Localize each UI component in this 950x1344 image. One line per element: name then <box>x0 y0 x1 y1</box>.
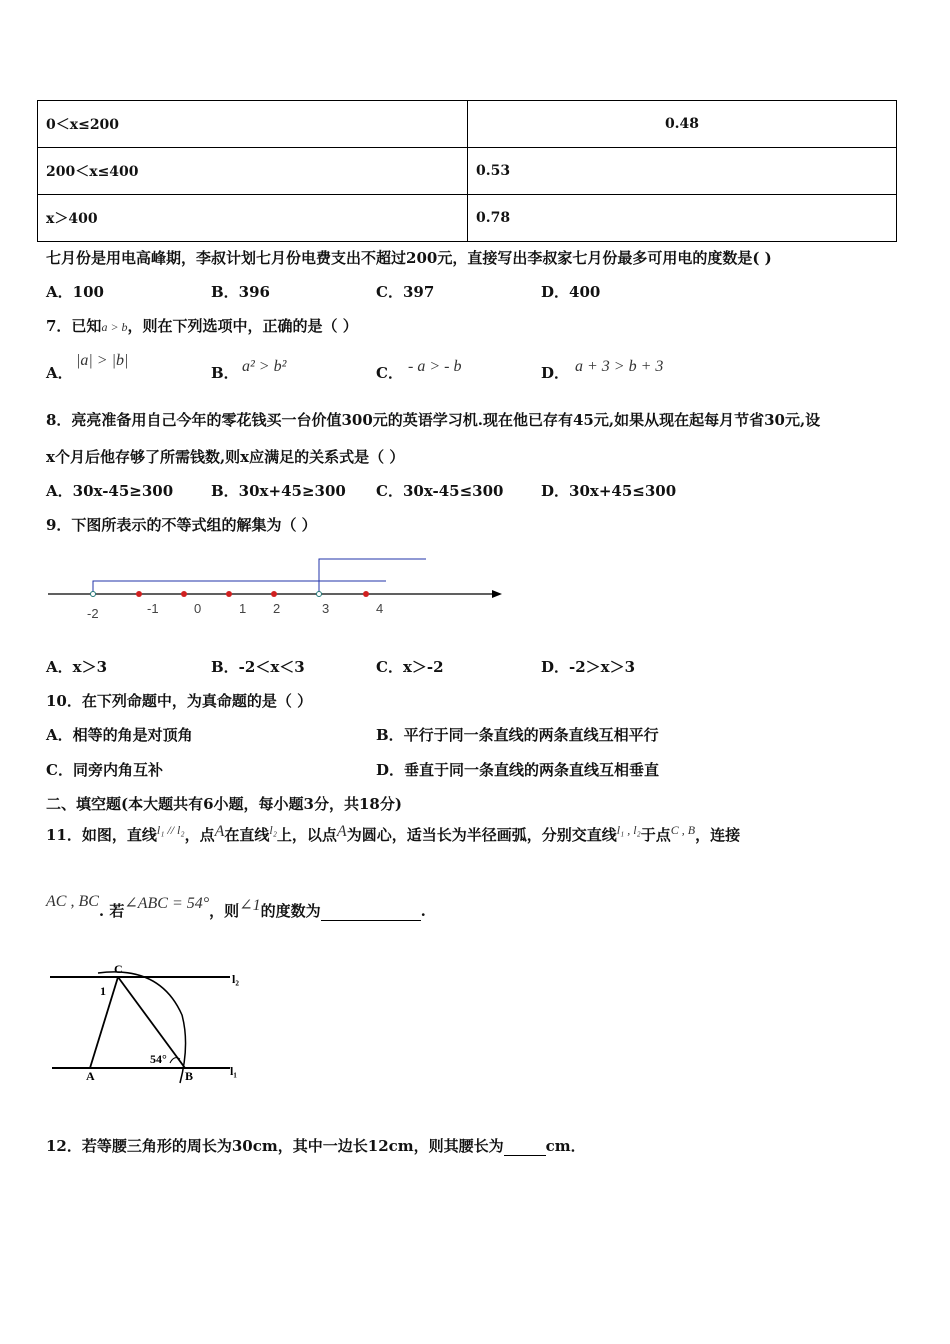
q12-unit: cm． <box>545 1137 586 1155</box>
q11-math: l₂ <box>269 823 277 837</box>
q6-option-c: C．397 <box>376 283 435 301</box>
q6-text: 七月份是用电高峰期，李叔计划七月份电费支出不超过200元，直接写出李叔家七月份最多可用电的度数是( ) <box>46 249 772 267</box>
tick-label: 3 <box>322 601 330 616</box>
q11-math: ∠ABC = 54° <box>124 895 210 912</box>
solution-bracket-right <box>319 559 426 594</box>
q8-option-a: A．30x-45≥300 <box>46 482 174 500</box>
table-row <box>38 148 897 195</box>
q10-option-c: C．同旁内角互补 <box>46 761 163 779</box>
q11-text: . <box>420 902 426 920</box>
point-0 <box>181 591 187 597</box>
q11-math: l₁ // l₂ <box>156 823 185 837</box>
point-1 <box>226 591 232 597</box>
label-c: C <box>114 962 123 976</box>
q7-label-b: B． <box>211 364 239 382</box>
number-line-arrow <box>492 590 502 598</box>
point-2 <box>271 591 277 597</box>
table-row <box>38 101 897 148</box>
q11-answer-blank[interactable] <box>321 902 421 921</box>
label-l2: l₂ <box>232 972 239 986</box>
q11-text: 上，以点 <box>276 826 337 844</box>
q7-stem <box>46 315 358 336</box>
table-row <box>38 195 897 242</box>
q8-line-1: 8．亮亮准备用自己今年的零花钱买一台价值300元的英语学习机.现在他已存有45元,如果从现在起每月节省30元,设 <box>46 411 821 429</box>
q7-label-c: C． <box>376 364 403 382</box>
q11-text: 为圆心，适当长为半径画弧，分别交直线 <box>346 826 617 844</box>
q11-math: l₁ , l₂ <box>616 823 641 837</box>
parallel-lines-figure <box>40 955 260 1095</box>
q7-expr-a: |a| > |b| <box>76 352 129 369</box>
q7-expr-c: - a > - b <box>408 358 462 375</box>
table-cell-range: 200＜x≤400 <box>38 148 468 195</box>
q12-text: 12．若等腰三角形的周长为30cm，其中一边长12cm，则其腰长为 <box>46 1137 504 1155</box>
q6-option-a: A．100 <box>46 283 104 301</box>
q12-answer-blank[interactable] <box>504 1137 546 1156</box>
q11-text: 于点 <box>640 826 671 844</box>
q8-option-c: C．30x-45≤300 <box>376 482 504 500</box>
q7-prefix: 7．已知 <box>46 317 102 335</box>
q11-math: A <box>214 823 225 840</box>
table-cell-rate: 0.48 <box>468 101 897 148</box>
q11-text: 在直线 <box>224 826 270 844</box>
q9-text: 9．下图所表示的不等式组的解集为（ ） <box>46 516 317 534</box>
label-l1: l₁ <box>230 1064 237 1078</box>
tick-label: 1 <box>239 601 247 616</box>
q11-text: ，连接 <box>695 826 741 844</box>
open-point-neg2 <box>91 592 96 597</box>
q9-option-a: A．x＞3 <box>46 658 108 676</box>
label-angle-54: 54° <box>150 1052 167 1066</box>
q9-option-b: B．-2＜x＜3 <box>211 658 305 676</box>
q10-option-b: B．平行于同一条直线的两条直线互相平行 <box>376 726 659 744</box>
q8-option-b: B．30x+45≥300 <box>211 482 346 500</box>
q12-line <box>46 1135 586 1156</box>
q7-label-a: A． <box>46 364 73 382</box>
tick-label: -1 <box>147 601 159 616</box>
q8-line-2: x个月后他存够了所需钱数,则x应满足的关系式是（ ） <box>46 448 405 466</box>
table-cell-rate: 0.53 <box>468 148 897 195</box>
q11-math: A <box>336 823 347 840</box>
q7-condition: a > b <box>101 320 128 334</box>
q11-text: 11．如图，直线 <box>46 826 157 844</box>
q6-option-b: B．396 <box>211 283 270 301</box>
q8-option-d: D．30x+45≤300 <box>541 482 677 500</box>
q11-math: AC , BC <box>46 893 99 910</box>
point-neg1 <box>136 591 142 597</box>
q6-option-d: D．400 <box>541 283 601 301</box>
table-cell-range: x＞400 <box>38 195 468 242</box>
tick-label: 4 <box>376 601 384 616</box>
q11-line-2 <box>46 893 426 921</box>
tick-label: 2 <box>273 601 281 616</box>
table-cell-range: 0＜x≤200 <box>38 101 468 148</box>
q11-text: . 若 <box>98 902 125 920</box>
q9-option-d: D．-2＞x＞3 <box>541 658 636 676</box>
open-point-3 <box>317 592 322 597</box>
q9-option-c: C．x＞-2 <box>376 658 444 676</box>
q10-option-d: D．垂直于同一条直线的两条直线互相垂直 <box>376 761 660 779</box>
q11-line-1 <box>46 823 740 845</box>
q11-text: ，点 <box>184 826 215 844</box>
q7-expr-d: a + 3 > b + 3 <box>575 358 664 375</box>
q7-expr-b: a² > b² <box>242 358 287 375</box>
point-4 <box>363 591 369 597</box>
compass-arc <box>98 972 186 1083</box>
label-angle-1: 1 <box>100 984 106 998</box>
q7-label-d: D． <box>541 364 570 382</box>
q10-option-a: A．相等的角是对顶角 <box>46 726 193 744</box>
tick-label: -2 <box>87 606 99 621</box>
q11-text: 的度数为 <box>260 902 321 920</box>
label-a: A <box>86 1069 95 1083</box>
q11-text: ，则 <box>209 902 240 920</box>
section-title: 二、填空题(本大题共有6小题，每小题3分，共18分) <box>46 795 402 813</box>
tick-label: 0 <box>194 601 202 616</box>
table-cell-rate: 0.78 <box>468 195 897 242</box>
number-line-figure <box>40 550 520 630</box>
electricity-rate-table <box>37 100 897 242</box>
q11-math: ∠1 <box>239 897 261 914</box>
label-b: B <box>185 1069 194 1083</box>
q11-math: C , B <box>670 823 696 837</box>
q10-text: 10．在下列命题中，为真命题的是（ ） <box>46 692 313 710</box>
q7-suffix: ，则在下列选项中，正确的是（ ） <box>127 317 358 335</box>
